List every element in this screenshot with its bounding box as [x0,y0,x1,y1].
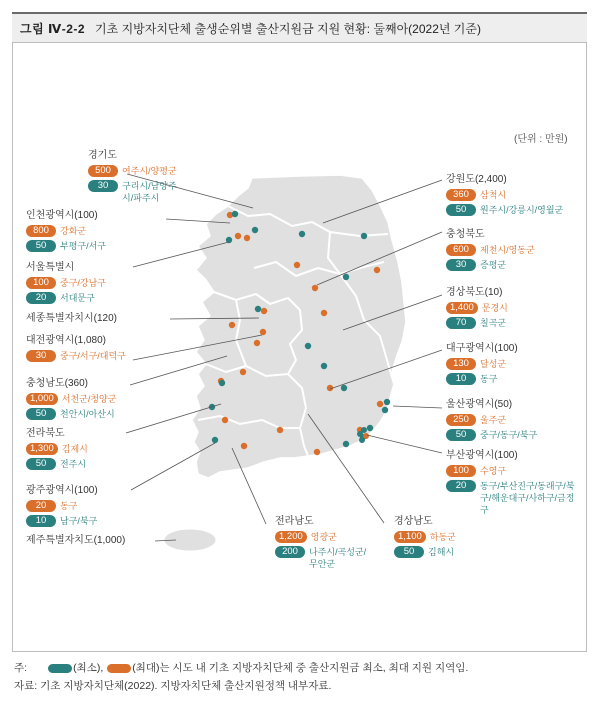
figure-number: 그림 Ⅳ-2-2 [20,21,86,36]
marker-max [254,340,260,346]
marker-max [294,262,300,268]
max-area-text: 중구/강남구 [60,278,106,288]
marker-max [222,417,228,423]
min-value-badge: 50 [26,240,56,252]
region-name: 전라남도 [275,516,314,527]
max-value-badge: 100 [446,465,476,477]
marker-min [252,227,258,233]
region-chungnam [26,378,116,420]
max-area-text: 하동군 [429,532,456,542]
min-value-badge: 70 [446,317,476,329]
marker-min [341,385,347,391]
marker-max [229,322,235,328]
max-area-text: 여주시/양평군 [122,166,177,176]
min-area-text: 전주시 [60,459,87,469]
min-value-badge: 30 [446,259,476,271]
max-value-badge: 1,200 [275,531,307,543]
max-area-text: 울주군 [480,415,507,425]
footnote [14,660,468,675]
marker-max [240,369,246,375]
source-note: 자료: 기초 지방자치단체(2022). 지방자치단체 출산지원정책 내부자료. [14,680,332,692]
marker-min [343,441,349,447]
min-area-text: 부평구/서구 [60,241,106,251]
marker-min [219,380,225,386]
marker-min [343,274,349,280]
region-name: 강원도(2,400) [446,174,507,185]
max-value-badge: 800 [26,225,56,237]
min-value-badge: 50 [446,204,476,216]
marker-max [314,449,320,455]
min-area-text: 칠곡군 [480,318,507,328]
region-busan [446,450,580,516]
marker-min [305,343,311,349]
region-seoul [26,262,106,304]
marker-min [255,306,261,312]
region-gangwon [446,174,563,216]
marker-min [367,425,373,431]
region-sejong [26,313,117,325]
region-name: 경기도 [88,150,117,161]
min-area-text: 김해시 [428,547,455,557]
min-area-text: 구리시/남양주시/파주시 [122,181,177,203]
max-area-text: 영광군 [310,532,337,542]
region-gyeongnam [394,516,456,558]
max-area-text: 수영구 [480,466,507,476]
min-value-badge: 10 [446,373,476,385]
marker-max [261,308,267,314]
min-area-text: 증평군 [480,260,507,270]
min-area-text: 동구/부산진구/동래구/북구/해운대구/사하구/금정구 [480,481,575,515]
region-daejeon [26,335,126,362]
min-legend-swatch [48,664,72,673]
min-value-badge: 30 [88,180,118,192]
figure-title: 기초 지방자치단체 출생순위별 출산지원금 지원 현황: 둘째아(2022년 기준) [95,21,481,36]
marker-min [382,407,388,413]
max-value-badge: 250 [446,414,476,426]
marker-min [321,363,327,369]
min-value-badge: 20 [26,292,56,304]
min-area-text: 원주시/강릉시/영월군 [480,205,564,215]
min-area-text: 중구/동구/북구 [480,430,538,440]
min-area-text: 남구/북구 [60,516,98,526]
marker-max [235,233,241,239]
region-name: 경상북도(10) [446,287,503,298]
region-gwangju [26,485,98,527]
marker-max [244,235,250,241]
max-area-text: 달성군 [480,359,507,369]
max-legend-swatch [107,664,131,673]
max-area-text: 강화군 [60,226,87,236]
region-gyeongbuk [446,287,508,329]
region-name: 부산광역시(100) [446,450,518,461]
min-value-badge: 50 [26,408,56,420]
footnote-label: 주: [14,662,28,674]
region-name: 전라북도 [26,428,65,439]
min-area-text: 서대문구 [60,293,95,303]
region-name: 울산광역시(50) [446,399,513,410]
marker-max [312,285,318,291]
region-incheon [26,210,106,252]
max-value-badge: 100 [26,277,56,289]
min-value-badge: 50 [394,546,424,558]
max-value-badge: 1,100 [394,531,426,543]
marker-min [361,233,367,239]
min-legend-text: (최소), [73,662,104,674]
unit-label: (단위 : 만원) [514,134,568,145]
region-name: 대구광역시(100) [446,343,518,354]
marker-max [277,427,283,433]
max-area-text: 김제시 [61,444,88,454]
marker-max [374,267,380,273]
max-value-badge: 1,000 [26,393,58,405]
marker-min [232,211,238,217]
region-jeonnam [275,516,373,570]
min-area-text: 나주시/곡성군/무안군 [309,547,367,569]
min-value-badge: 10 [26,515,56,527]
region-name: 경상남도 [394,516,433,527]
max-value-badge: 600 [446,244,476,256]
max-value-badge: 500 [88,165,118,177]
region-jeonbuk [26,428,88,470]
max-value-badge: 20 [26,500,56,512]
max-area-text: 제천시/영동군 [480,245,535,255]
min-value-badge: 50 [446,429,476,441]
max-legend-text: (최대)는 시도 내 기초 지방자치단체 중 출산지원금 최소, 최대 지원 지역임. [132,662,469,674]
marker-min [212,437,218,443]
max-value-badge: 130 [446,358,476,370]
min-value-badge: 50 [26,458,56,470]
region-ulsan [446,399,537,441]
mainland-shape [192,175,406,478]
max-value-badge: 30 [26,350,56,362]
min-area-text: 천안시/아산시 [60,409,115,419]
max-value-badge: 360 [446,189,476,201]
min-value-badge: 200 [275,546,305,558]
max-area-text: 삼척시 [480,190,507,200]
marker-max [241,443,247,449]
region-gyeonggi [88,150,186,204]
region-name: 세종특별자치시(120) [26,313,117,324]
marker-max [321,310,327,316]
region-name: 서울특별시 [26,262,75,273]
marker-min [384,399,390,405]
marker-max [377,401,383,407]
max-area-text: 중구/서구/대덕구 [60,351,126,361]
region-name: 충청북도 [446,229,485,240]
region-name: 인천광역시(100) [26,210,98,221]
region-name: 제주특별자치도(1,000) [26,535,126,546]
region-daegu [446,343,518,385]
region-name: 광주광역시(100) [26,485,98,496]
min-area-text: 동구 [480,374,498,384]
min-value-badge: 20 [446,480,476,492]
max-value-badge: 1,300 [26,443,58,455]
marker-min [299,231,305,237]
max-area-text: 동구 [60,501,78,511]
region-jeju [26,535,125,547]
marker-max [260,329,266,335]
max-area-text: 문경시 [481,303,508,313]
max-area-text: 서천군/청양군 [61,394,117,404]
max-value-badge: 1,400 [446,302,478,314]
region-chungbuk [446,229,535,271]
region-name: 대전광역시(1,080) [26,335,106,346]
region-name: 충청남도(360) [26,378,88,389]
